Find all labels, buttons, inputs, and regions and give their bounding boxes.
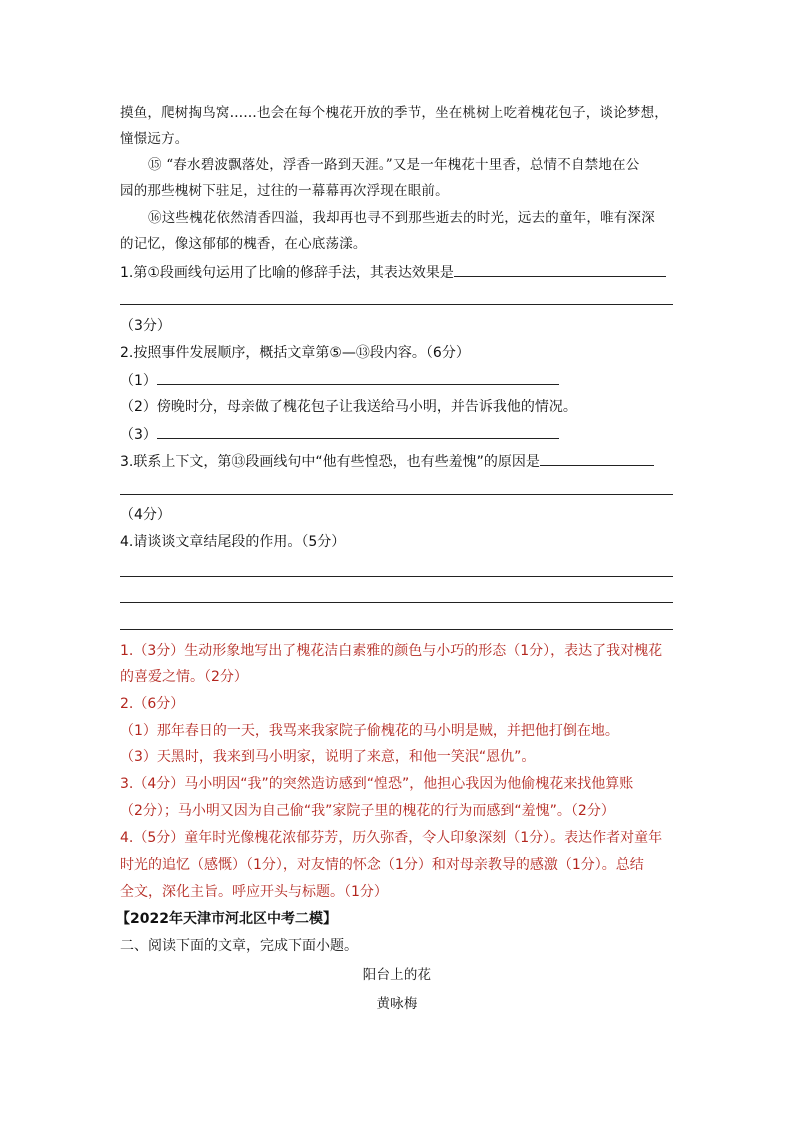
answer-line[interactable]: [120, 602, 673, 603]
question-1-text: 1.第①段画线句运用了比喻的修辞手法，其表达效果是: [120, 265, 454, 281]
question-2: 2.按照事件发展顺序，概括文章第⑤—⑬段内容。（6分）: [120, 345, 470, 361]
question-3-text: 3.联系上下文，第⑬段画线句中“他有些惶恐，也有些羞愧”的原因是: [120, 454, 540, 470]
question-1-score: （3分）: [120, 318, 171, 334]
answer-blank[interactable]: [157, 424, 559, 439]
question-3-score: （4分）: [120, 507, 171, 523]
answer-blank[interactable]: [454, 262, 666, 277]
passage-continued-line-2: 憧憬远方。: [120, 131, 189, 147]
item-label: （3）: [120, 427, 157, 443]
article-title: 阳台上的花: [362, 967, 432, 983]
question-2-item-1: [120, 370, 680, 391]
question-2-item-2: （2）傍晚时分，母亲做了槐花包子让我送给马小明，并告诉我他的情况。: [120, 399, 577, 415]
answer-4-line-3: 全文，深化主旨。呼应开头与标题。（1分）: [120, 884, 388, 900]
answer-4-line-1: 4.（5分）童年时光像槐花浓郁芬芳，历久弥香，令人印象深刻（1分）。表达作者对童年: [120, 830, 663, 846]
answer-4-line-2: 时光的追忆（感慨）（1分），对友情的怀念（1分）和对母亲教导的感激（1分）。总结: [120, 857, 644, 873]
article-author: 黄咏梅: [376, 996, 418, 1012]
answer-line[interactable]: [120, 629, 673, 630]
exam-source-heading: 【2022年天津市河北区中考二模】: [116, 911, 337, 927]
answer-line[interactable]: [120, 576, 673, 577]
question-4: 4.请谈谈文章结尾段的作用。（5分）: [120, 534, 346, 550]
answer-line[interactable]: [120, 304, 673, 305]
answer-2-header: 2.（6分）: [120, 696, 185, 712]
item-label: （1）: [120, 373, 157, 389]
question-3: [120, 451, 680, 472]
answer-3-line-1: 3.（4分）马小明因“我”的突然造访感到“惶恐”，他担心我因为他偷槐花来找他算账: [120, 776, 634, 792]
question-2-item-3: [120, 424, 680, 445]
answer-blank[interactable]: [157, 370, 559, 385]
answer-2-item-1: （1）那年春日的一天，我骂来我家院子偷槐花的马小明是贼，并把他打倒在地。: [120, 723, 619, 739]
passage-continued-line-1: 摸鱼，爬树掏鸟窝……也会在每个槐花开放的季节，坐在桃树上吃着槐花包子，谈论梦想，: [120, 105, 668, 121]
paragraph-16-line-1: ⑯这些槐花依然清香四溢，我却再也寻不到那些逝去的时光，远去的童年，唯有深深: [148, 210, 655, 226]
answer-2-item-3: （3）天黑时，我来到马小明家，说明了来意，和他一笑泯“恩仇”。: [120, 749, 536, 765]
answer-1-line-1: 1.（3分）生动形象地写出了槐花洁白素雅的颜色与小巧的形态（1分），表达了我对槐花: [120, 643, 663, 659]
paragraph-15-line-2: 园的那些槐树下驻足，过往的一幕幕再次浮现在眼前。: [120, 183, 449, 199]
paragraph-15-line-1: ⑮ “春水碧波飘落处，浮香一路到天涯。”又是一年槐花十里香，总情不自禁地在公: [148, 157, 640, 173]
answer-1-line-2: 的喜爱之情。（2分）: [120, 669, 248, 685]
answer-line[interactable]: [120, 494, 673, 495]
answer-3-line-2: （2分）；马小明又因为自己偷“我”家院子里的槐花的行为而感到“羞愧”。（2分）: [120, 803, 615, 819]
section-instruction: 二、阅读下面的文章，完成下面小题。: [120, 938, 358, 954]
answer-blank[interactable]: [540, 451, 654, 466]
question-1: [120, 262, 680, 283]
paragraph-16-line-2: 的记忆，像这郁郁的槐香，在心底荡漾。: [120, 236, 367, 252]
